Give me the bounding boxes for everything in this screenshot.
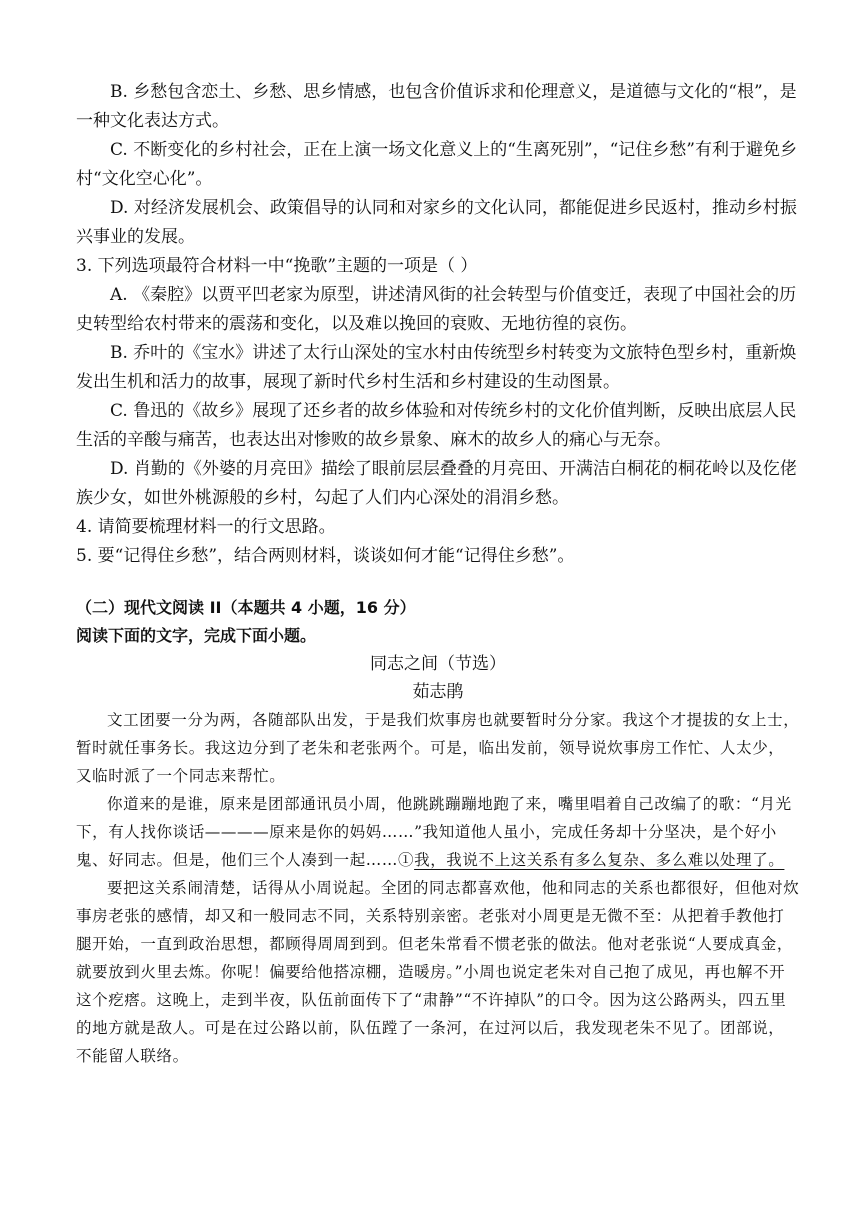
option-d-prev: D. 对经济发展机会、政策倡导的认同和对家乡的文化认同，都能促进乡民返村，推动乡村振兴事业的发展。 xyxy=(76,198,797,247)
article-author: 茹志鹃 xyxy=(412,682,464,702)
option-c-prev: C. 不断变化的乡村社会，正在上演一场文化意义上的“生离死别”，“记住乡愁”有利于避免乡村“文化空心化”。 xyxy=(76,140,797,189)
option-b-prev: B. 乡愁包含恋土、乡愁、思乡情感，也包含价值诉求和伦理意义，是道德与文化的“根”，是一种文化表达方式。 xyxy=(76,82,797,131)
question-3-option-a: A. 《秦腔》以贾平凹老家为原型，讲述清风街的社会转型与价值变迁，表现了中国社会的历史转型给农村带来的震荡和变化，以及难以挽回的衰败、无地彷徨的哀伤。 xyxy=(76,285,797,334)
article-title: 同志之间（节选） xyxy=(370,654,506,674)
section-instruction: 阅读下面的文字，完成下面小题。 xyxy=(76,626,317,645)
article-paragraph-2 xyxy=(76,790,800,874)
question-3-option-b: B. 乔叶的《宝水》讲述了太行山深处的宝水村由传统型乡村转变为文旅特色型乡村，重新焕发出生机和活力的故事，展现了新时代乡村生活和乡村建设的生动图景。 xyxy=(76,343,797,392)
article-paragraph-2-text: 你道来的是谁，原来是团部通讯员小周，他跳跳蹦蹦地跑了来，嘴里唱着自己改编了的歌：“月光下，有人找你谈话————原来是你的妈妈……”我知道他人虽小，完成任务却十分坚决，是个好小鬼、好同志。但是，他们三个人凑到一起……① xyxy=(76,795,792,869)
question-4: 4. 请简要梳理材料一的行文思路。 xyxy=(76,517,336,537)
article-paragraph-1: 文工团要一分为两，各随部队出发，于是我们炊事房也就要暂时分分家。我这个才提拔的女上士，暂时就任事务长。我这边分到了老朱和老张两个。可是，临出发前，领导说炊事房工作忙、人太少，又临时派了一个同志来帮忙。 xyxy=(76,711,800,785)
article-paragraph-3: 要把这关系闹清楚，话得从小周说起。全团的同志都喜欢他，他和同志的关系也都很好，但他对炊事房老张的感情，却又和一般同志不同，关系特别亲密。老张对小周更是无微不至：从把着手教他打腿开始，一直到政治思想，都顾得周周到到。但老朱常看不惯老张的做法。他对老张说“人要成真金，就要放到火里去炼。你呢！偏要给他搭凉棚，造暖房。”小周也说定老朱对自己抱了成见，再也解不开这个疙瘩。这晚上，走到半夜，队伍前面传下了“肃静”“不许掉队”的口令。因为这公路两头，四五里的地方就是敌人。可是在过公路以前，队伍蹚了一条河，在过河以后，我发现老朱不见了。团部说，不能留人联络。 xyxy=(76,879,800,1065)
question-5: 5. 要“记得住乡愁”，结合两则材料，谈谈如何才能“记得住乡愁”。 xyxy=(76,546,575,566)
question-3-option-d: D. 肖勤的《外婆的月亮田》描绘了眼前层层叠叠的月亮田、开满洁白桐花的桐花岭以及仡佬族少女，如世外桃源般的乡村，勾起了人们内心深处的涓涓乡愁。 xyxy=(76,459,797,508)
question-3-stem: 3. 下列选项最符合材料一中“挽歌”主题的一项是（ ） xyxy=(76,256,478,276)
section-heading: （二）现代文阅读 II（本题共 4 小题，16 分） xyxy=(76,598,416,617)
section-gap xyxy=(76,571,800,594)
underlined-sentence-1: 我，我说不上这关系有多么复杂、多么难以处理了。 xyxy=(414,851,785,869)
question-3-option-c: C. 鲁迅的《故乡》展现了还乡者的故乡体验和对传统乡村的文化价值判断，反映出底层人民生活的辛酸与痛苦，也表达出对惨败的故乡景象、麻木的故乡人的痛心与无奈。 xyxy=(76,401,797,450)
